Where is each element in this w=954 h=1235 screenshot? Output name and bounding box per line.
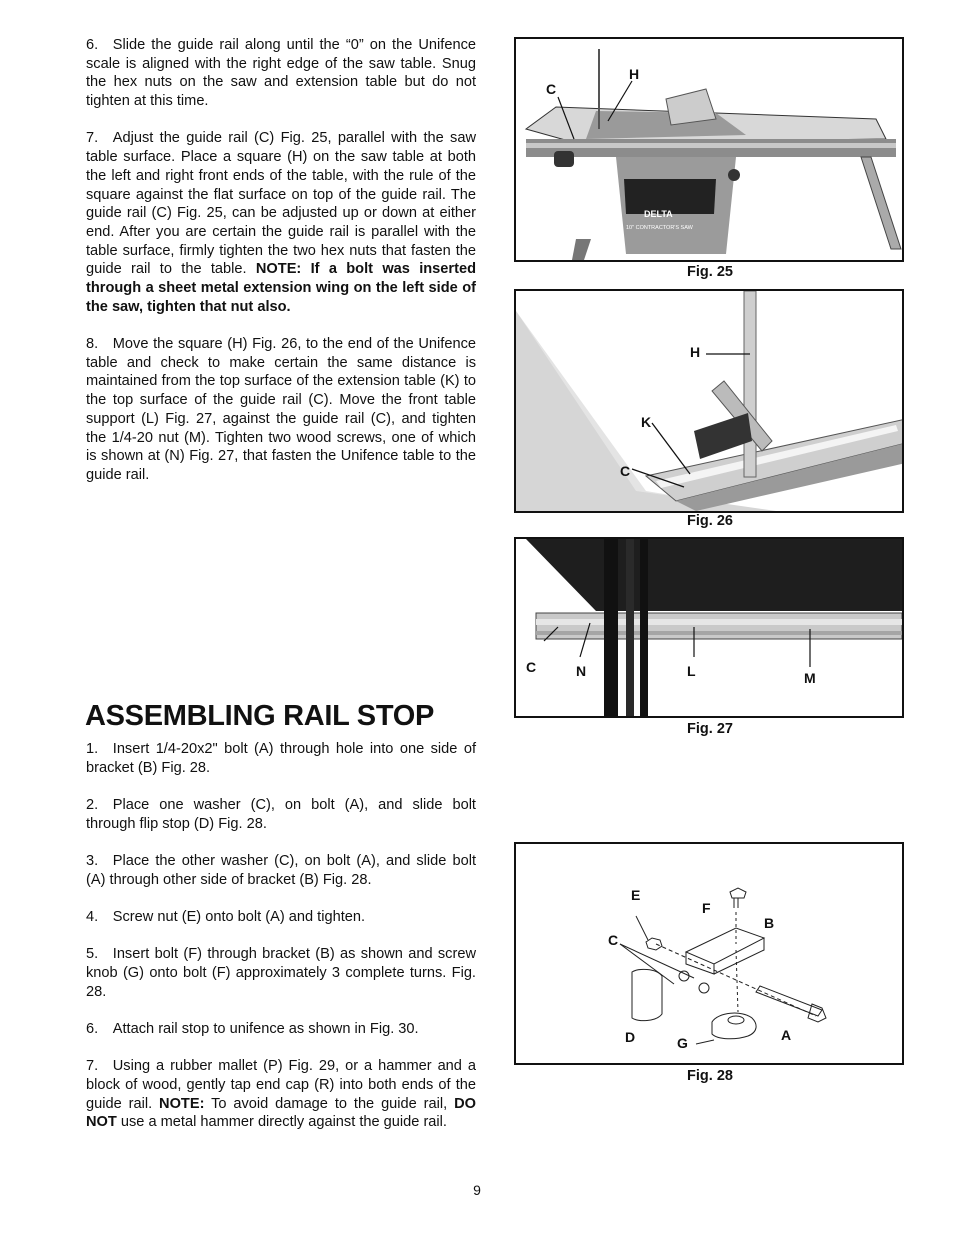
fig28-label-f: F <box>702 900 711 916</box>
fig28-label-a: A <box>781 1027 792 1043</box>
fig28-label-c: C <box>608 932 619 948</box>
table-saw-illustration <box>516 39 902 260</box>
fig26-label-k: K <box>641 414 652 430</box>
fig28-label-g: G <box>677 1035 688 1051</box>
fig28-label-d: D <box>625 1029 636 1045</box>
instructions-top <box>86 36 476 503</box>
figure-25-table-saw <box>514 37 904 262</box>
figure-26-square-check <box>514 289 904 513</box>
rail-step-1: 1. Insert 1/4-20x2" bolt (A) through hole into one side of bracket (B) Fig. 28. <box>86 741 476 776</box>
fig27-label-m: M <box>804 670 816 686</box>
fig26-label-h: H <box>690 344 701 360</box>
step-8: 8. Move the square (H) Fig. 26, to the end of the Unifence table and check to make certain the same distance is maintained from the top surface of the extension table (K) to the top surface of the guide rail (C). Move the front table support (L) Fig. 27, against the guide rail (C), and tighten the 1/4-20 nut (M). Tighten two wood screws, one of which is shown at (N) Fig. 27, that fasten the Unifence table to the guide rail. <box>86 336 476 483</box>
fig28-caption: Fig. 28 <box>687 1068 733 1084</box>
step-6: 6. Slide the guide rail along until the “0” on the Unifence scale is aligned with the right edge of the saw table. Snug the hex nuts on the saw and extension table but do not tighten at this time. <box>86 37 476 110</box>
rail-stop-exploded-view <box>516 844 902 1063</box>
fig25-label-h: H <box>629 66 640 82</box>
figure-27-table-support <box>514 537 904 718</box>
rail-step-4: 4. Screw nut (E) onto bolt (A) and tighten. <box>86 909 366 925</box>
fig25-caption: Fig. 25 <box>687 264 733 280</box>
fig28-label-b: B <box>764 915 775 931</box>
fig27-caption: Fig. 27 <box>687 721 733 737</box>
rail-step-7: 7. Using a rubber mallet (P) Fig. 29, or a hammer and a block of wood, gently tap end cap (R) into both ends of the guide rail. NOTE: To avoid damage to the guide rail, DO NOT use a metal hammer directly against the guide rail. <box>86 1058 476 1131</box>
rail-step-3: 3. Place the other washer (C), on bolt (A), and slide bolt (A) through other side of bracket (B) Fig. 28. <box>86 853 476 888</box>
fig27-label-c: C <box>526 659 537 675</box>
fig28-label-e: E <box>631 887 641 903</box>
fig25-label-c: C <box>546 81 557 97</box>
fig27-label-l: L <box>687 663 696 679</box>
instructions-rail-stop <box>86 740 476 1151</box>
page-number: 9 <box>473 1182 481 1198</box>
rail-step-6: 6. Attach rail stop to unifence as shown in Fig. 30. <box>86 1021 419 1037</box>
fig26-label-c: C <box>620 463 631 479</box>
rail-step-5: 5. Insert bolt (F) through bracket (B) as shown and screw knob (G) onto bolt (F) approximately 3 complete turns. Fig. 28. <box>86 946 476 1000</box>
rail-step-2: 2. Place one washer (C), on bolt (A), and slide bolt through flip stop (D) Fig. 28. <box>86 797 476 832</box>
step-7: 7. Adjust the guide rail (C) Fig. 25, parallel with the saw table surface. Place a square (H) on the saw table at both the left and right front ends of the table, with the rule of the square against the flat surface on top of the guide rail. The guide rail (C) Fig. 25, can be adjusted up or down at either end. After you are certain the guide rail is parallel with the table surface, firmly tighten the two hex nuts that fasten the guide rail to the table. NOTE: If a bolt was inserted through a sheet metal extension wing on the left side of the saw, tighten that nut also. <box>86 130 476 315</box>
square-on-table-illustration <box>516 291 902 511</box>
model-label: 10" CONTRACTOR'S SAW <box>626 225 693 231</box>
section-title: ASSEMBLING RAIL STOP <box>85 700 435 732</box>
fig27-label-n: N <box>576 663 587 679</box>
table-support-illustration <box>516 539 902 716</box>
figure-28-rail-stop-parts <box>514 842 904 1065</box>
brand-logo: DELTA <box>644 209 673 219</box>
fig26-caption: Fig. 26 <box>687 513 733 529</box>
